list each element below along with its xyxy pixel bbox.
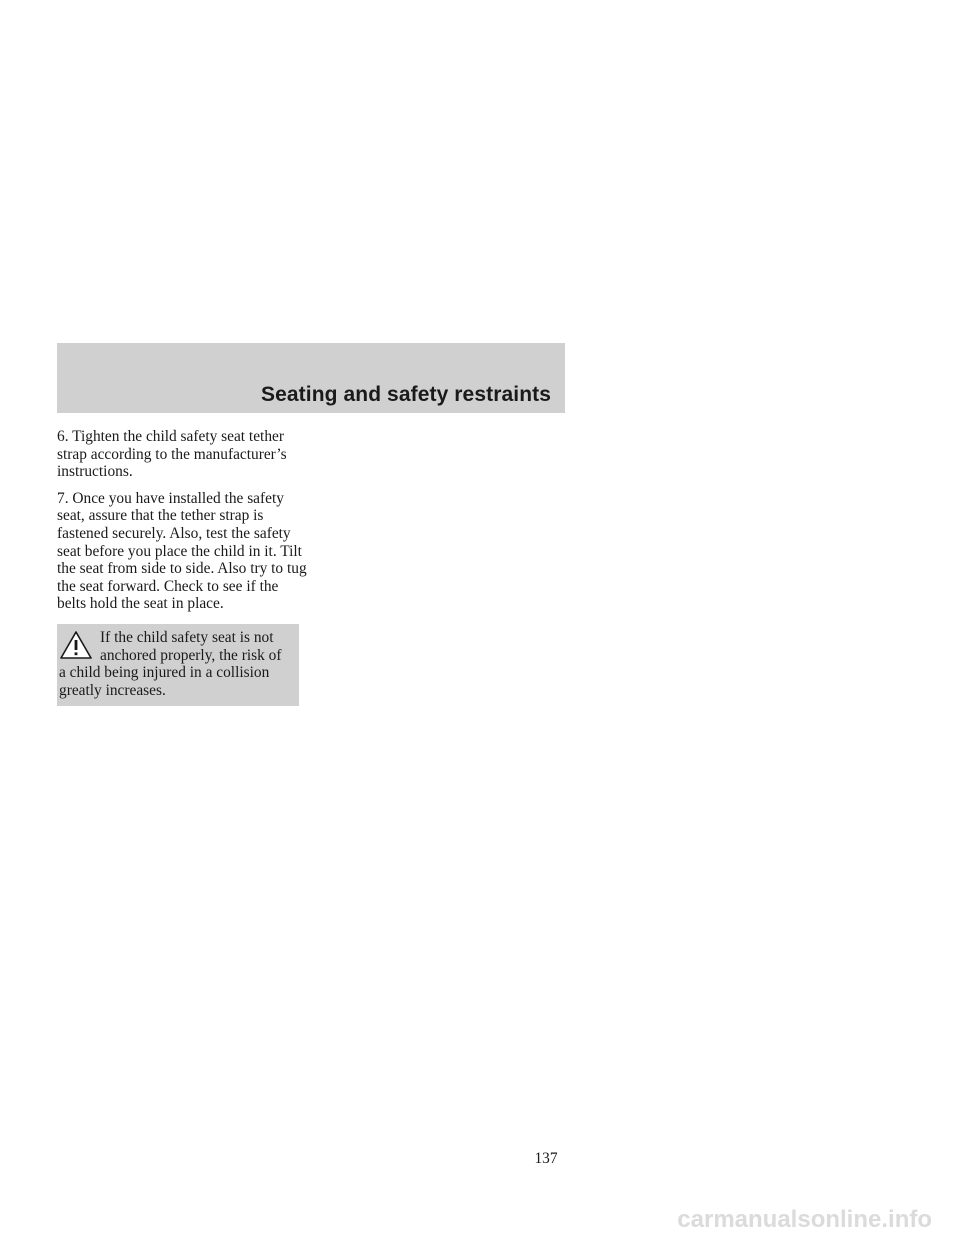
warning-text: If the child safety seat is not anchored properly, the risk of a child being injured in a collision greatly increases. [59,628,282,699]
section-header-band [57,343,565,413]
watermark: carmanualsonline.info [677,1206,932,1233]
warning-box [57,624,299,706]
step-7-text: 7. Once you have installed the safety seat, assure that the tether strap is fastened securely. Also, test the safety seat before you place the child in it. Tilt the seat from side to side. Also try to tug the seat forward. Check to see if the belts hold the seat in place. [57,489,307,613]
section-title: Seating and safety restraints [261,383,551,406]
step-6-text: 6. Tighten the child safety seat tether strap according to the manufacturer’s instructions. [57,428,287,481]
warning-triangle-icon [59,630,93,660]
page-number: 137 [534,1150,558,1167]
page-content [57,428,307,706]
